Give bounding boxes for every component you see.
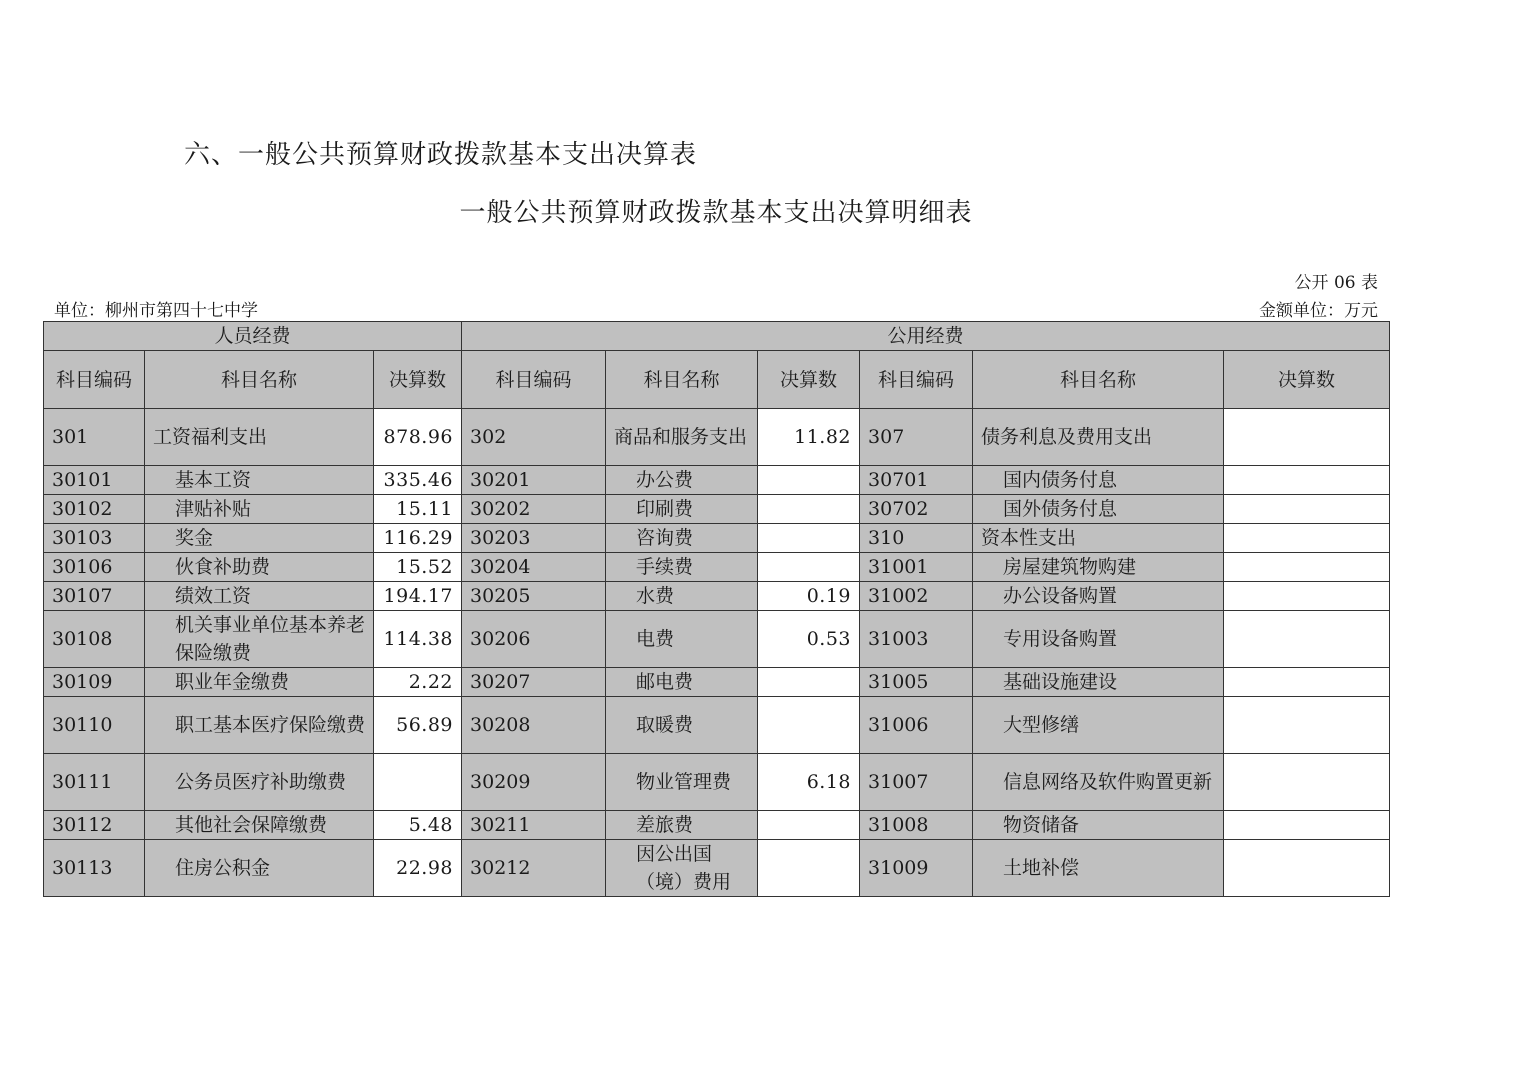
table-row xyxy=(44,466,1390,495)
table-row xyxy=(44,409,1390,466)
table-row xyxy=(44,697,1390,754)
table-row xyxy=(44,611,1390,668)
amount-cell xyxy=(758,466,860,495)
subject-code-cell: 31001 xyxy=(860,553,973,582)
subject-name-cell: 办公设备购置 xyxy=(973,582,1224,611)
amount-cell xyxy=(1224,840,1390,897)
subject-code-cell: 30112 xyxy=(44,811,145,840)
amount-cell xyxy=(1224,409,1390,466)
amount-cell: 22.98 xyxy=(374,840,462,897)
col-header-name-1: 科目名称 xyxy=(145,351,374,409)
amount-cell xyxy=(1224,466,1390,495)
subject-name-cell: 印刷费 xyxy=(606,495,758,524)
subject-name-cell: 职工基本医疗保险缴费 xyxy=(145,697,374,754)
table-row xyxy=(44,553,1390,582)
subject-code-cell: 30113 xyxy=(44,840,145,897)
subject-name-cell: 奖金 xyxy=(145,524,374,553)
amount-cell xyxy=(1224,582,1390,611)
table-row xyxy=(44,668,1390,697)
amount-cell xyxy=(1224,754,1390,811)
subject-name-cell: 绩效工资 xyxy=(145,582,374,611)
subject-name-cell: 水费 xyxy=(606,582,758,611)
amount-cell: 15.52 xyxy=(374,553,462,582)
subject-code-cell: 30205 xyxy=(462,582,606,611)
subject-code-cell: 30102 xyxy=(44,495,145,524)
amount-cell: 0.19 xyxy=(758,582,860,611)
reporting-unit: 单位：柳州市第四十七中学 xyxy=(54,301,258,321)
amount-cell xyxy=(758,553,860,582)
subject-code-cell: 30701 xyxy=(860,466,973,495)
subject-name-cell: 基本工资 xyxy=(145,466,374,495)
subject-name-cell: 取暖费 xyxy=(606,697,758,754)
amount-cell: 56.89 xyxy=(374,697,462,754)
col-header-amount-3: 决算数 xyxy=(1224,351,1390,409)
column-header-row xyxy=(44,351,1390,409)
table-row xyxy=(44,754,1390,811)
table-row xyxy=(44,495,1390,524)
subject-code-cell: 30110 xyxy=(44,697,145,754)
table-row xyxy=(44,582,1390,611)
group-header-public: 公用经费 xyxy=(462,322,1390,351)
amount-cell: 878.96 xyxy=(374,409,462,466)
subject-code-cell: 30109 xyxy=(44,668,145,697)
subject-name-cell: 其他社会保障缴费 xyxy=(145,811,374,840)
subject-code-cell: 31003 xyxy=(860,611,973,668)
subject-name-cell: 手续费 xyxy=(606,553,758,582)
subject-name-cell: 差旅费 xyxy=(606,811,758,840)
section-title: 六、一般公共预算财政拨款基本支出决算表 xyxy=(184,140,698,170)
amount-cell xyxy=(374,754,462,811)
subject-name-cell: 房屋建筑物购建 xyxy=(973,553,1224,582)
subject-code-cell: 30206 xyxy=(462,611,606,668)
amount-cell: 5.48 xyxy=(374,811,462,840)
subject-code-cell: 31002 xyxy=(860,582,973,611)
subject-code-cell: 310 xyxy=(860,524,973,553)
subject-name-cell: 职业年金缴费 xyxy=(145,668,374,697)
amount-cell xyxy=(1224,668,1390,697)
amount-cell: 194.17 xyxy=(374,582,462,611)
subject-code-cell: 302 xyxy=(462,409,606,466)
col-header-code-1: 科目编码 xyxy=(44,351,145,409)
subject-code-cell: 30204 xyxy=(462,553,606,582)
col-header-code-3: 科目编码 xyxy=(860,351,973,409)
col-header-amount-1: 决算数 xyxy=(374,351,462,409)
subject-name-cell: 资本性支出 xyxy=(973,524,1224,553)
subject-name-cell: 公务员医疗补助缴费 xyxy=(145,754,374,811)
amount-cell xyxy=(758,697,860,754)
subject-code-cell: 30106 xyxy=(44,553,145,582)
amount-cell xyxy=(1224,811,1390,840)
subject-code-cell: 30201 xyxy=(462,466,606,495)
amount-cell: 335.46 xyxy=(374,466,462,495)
group-header-row xyxy=(44,322,1390,351)
amount-cell xyxy=(1224,524,1390,553)
amount-cell: 114.38 xyxy=(374,611,462,668)
expenditure-table xyxy=(43,321,1390,897)
subject-name-cell: 办公费 xyxy=(606,466,758,495)
col-header-amount-2: 决算数 xyxy=(758,351,860,409)
amount-cell: 15.11 xyxy=(374,495,462,524)
subject-code-cell: 30211 xyxy=(462,811,606,840)
subject-code-cell: 30209 xyxy=(462,754,606,811)
amount-cell xyxy=(758,840,860,897)
amount-cell xyxy=(1224,697,1390,754)
amount-cell xyxy=(1224,611,1390,668)
col-header-name-3: 科目名称 xyxy=(973,351,1224,409)
subject-name-cell: 债务利息及费用支出 xyxy=(973,409,1224,466)
subject-name-cell: 商品和服务支出 xyxy=(606,409,758,466)
amount-cell xyxy=(758,668,860,697)
subject-code-cell: 31008 xyxy=(860,811,973,840)
amount-cell xyxy=(1224,553,1390,582)
subject-code-cell: 30207 xyxy=(462,668,606,697)
subject-name-cell: 专用设备购置 xyxy=(973,611,1224,668)
subject-name-cell: 伙食补助费 xyxy=(145,553,374,582)
subject-name-cell: 信息网络及软件购置更新 xyxy=(973,754,1224,811)
table-row xyxy=(44,811,1390,840)
subject-code-cell: 30203 xyxy=(462,524,606,553)
amount-cell: 0.53 xyxy=(758,611,860,668)
subject-name-cell: 物业管理费 xyxy=(606,754,758,811)
subject-code-cell: 30111 xyxy=(44,754,145,811)
col-header-name-2: 科目名称 xyxy=(606,351,758,409)
subject-code-cell: 30212 xyxy=(462,840,606,897)
subject-name-cell: 基础设施建设 xyxy=(973,668,1224,697)
amount-cell: 116.29 xyxy=(374,524,462,553)
subject-code-cell: 30101 xyxy=(44,466,145,495)
subject-name-cell: 国外债务付息 xyxy=(973,495,1224,524)
amount-cell xyxy=(1224,495,1390,524)
subject-name-cell: 国内债务付息 xyxy=(973,466,1224,495)
subject-code-cell: 31006 xyxy=(860,697,973,754)
subject-name-cell: 邮电费 xyxy=(606,668,758,697)
form-code: 公开 06 表 xyxy=(1294,273,1378,293)
subject-code-cell: 30702 xyxy=(860,495,973,524)
amount-unit: 金额单位：万元 xyxy=(1259,301,1378,321)
subject-name-cell: 津贴补贴 xyxy=(145,495,374,524)
subject-name-cell: 住房公积金 xyxy=(145,840,374,897)
subject-code-cell: 307 xyxy=(860,409,973,466)
subject-name-cell: 大型修缮 xyxy=(973,697,1224,754)
amount-cell: 6.18 xyxy=(758,754,860,811)
subject-name-cell: 工资福利支出 xyxy=(145,409,374,466)
subject-code-cell: 30107 xyxy=(44,582,145,611)
subject-name-cell: 因公出国（境）费用 xyxy=(606,840,758,897)
subject-name-cell: 咨询费 xyxy=(606,524,758,553)
amount-cell: 2.22 xyxy=(374,668,462,697)
table-title: 一般公共预算财政拨款基本支出决算明细表 xyxy=(459,198,973,228)
subject-code-cell: 301 xyxy=(44,409,145,466)
amount-cell: 11.82 xyxy=(758,409,860,466)
col-header-code-2: 科目编码 xyxy=(462,351,606,409)
subject-code-cell: 31009 xyxy=(860,840,973,897)
subject-name-cell: 土地补偿 xyxy=(973,840,1224,897)
subject-code-cell: 30208 xyxy=(462,697,606,754)
amount-cell xyxy=(758,524,860,553)
subject-code-cell: 30103 xyxy=(44,524,145,553)
table-row xyxy=(44,840,1390,897)
subject-name-cell: 机关事业单位基本养老保险缴费 xyxy=(145,611,374,668)
group-header-personnel: 人员经费 xyxy=(44,322,462,351)
subject-code-cell: 30108 xyxy=(44,611,145,668)
table-row xyxy=(44,524,1390,553)
amount-cell xyxy=(758,811,860,840)
subject-name-cell: 电费 xyxy=(606,611,758,668)
subject-code-cell: 31007 xyxy=(860,754,973,811)
subject-code-cell: 30202 xyxy=(462,495,606,524)
subject-name-cell: 物资储备 xyxy=(973,811,1224,840)
subject-code-cell: 31005 xyxy=(860,668,973,697)
amount-cell xyxy=(758,495,860,524)
